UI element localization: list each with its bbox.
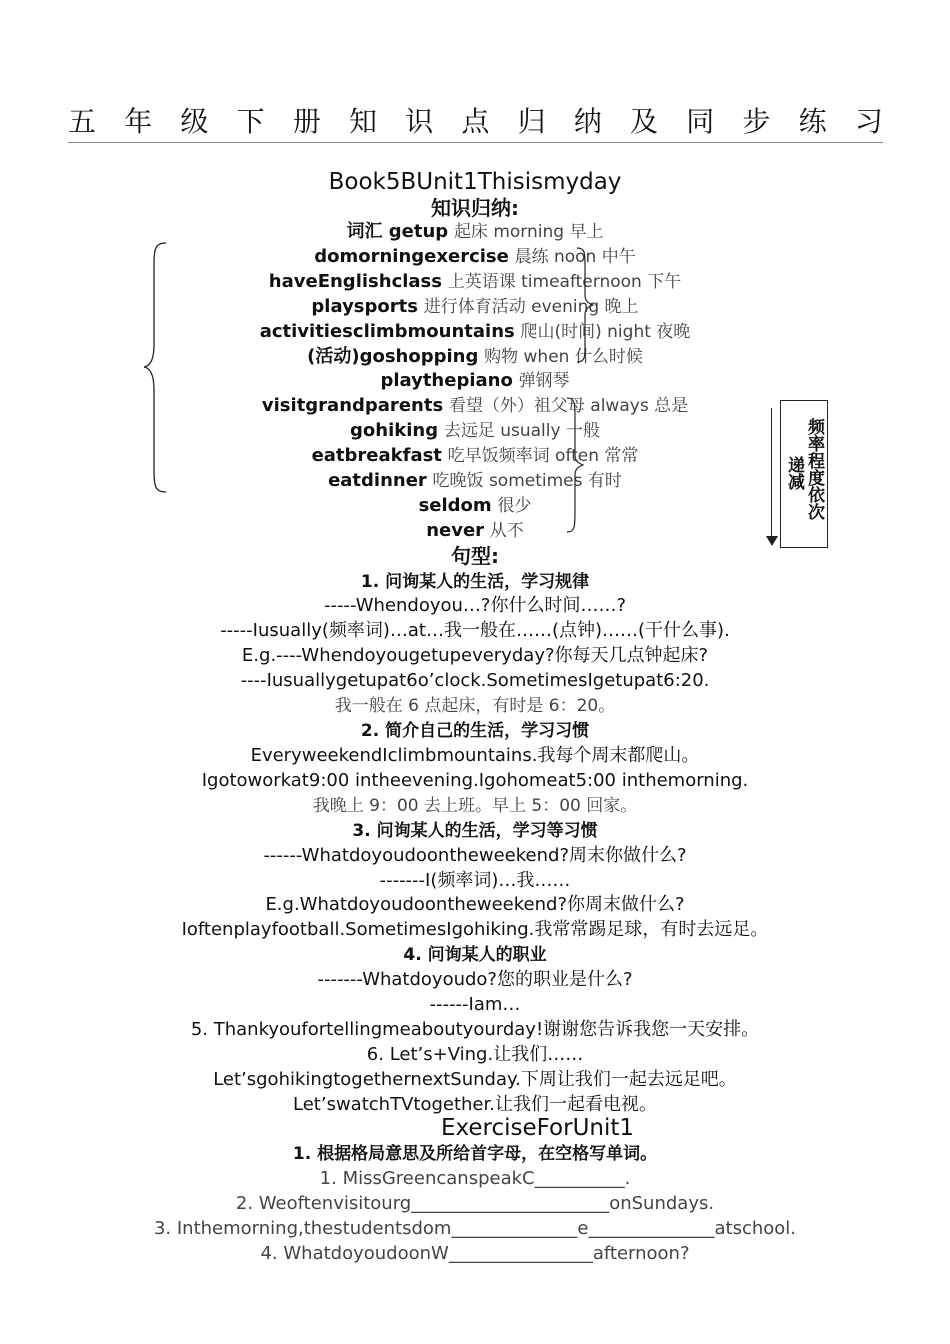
section-sentences: 句型:: [451, 544, 499, 568]
vocab-en: eatdinner: [328, 470, 427, 491]
vocab-zh: 吃早饭频率词 often 常常: [447, 446, 639, 467]
title-char: 纳: [573, 105, 602, 138]
section-knowledge: 知识归纳:: [431, 196, 519, 220]
vocab-en: never: [426, 519, 485, 541]
vocab-en: gohiking: [350, 420, 439, 442]
title-char: 归: [517, 105, 546, 138]
vocab-en: playsports: [311, 295, 418, 317]
vocab-zh: 吃晚饭 sometimes 有时: [432, 471, 622, 491]
sentence-1-line-5: 我一般在 6 点起床，有时是 6：20。: [334, 696, 616, 716]
title-char: 练: [798, 105, 827, 138]
vocab-en: activitiesclimbmountains: [259, 320, 515, 342]
vocab-en: (活动)goshopping: [307, 345, 479, 367]
sentence-2-line-2: Igotoworkat9:00 intheevening.Igohomeat5:00 inthemorning.: [201, 770, 749, 791]
vocab-zh: 看望（外）祖父母 always 总是: [448, 396, 689, 417]
sentence-3-head: 3. 问询某人的生活，学习等习惯: [352, 821, 598, 841]
title-char: 级: [180, 105, 209, 138]
frequency-note-left: 递减: [784, 456, 804, 490]
left-brace: [140, 240, 170, 495]
vocab-zh: 晨练 noon 中午: [514, 246, 636, 267]
title-char: 知: [349, 105, 378, 138]
frequency-note-right: 频率程度依次: [804, 418, 824, 520]
time-brace: [575, 245, 597, 365]
exercise-item: 3. Inthemorning,thestudentsdom______________e______________atschool.: [153, 1218, 797, 1239]
vocab-en: 词汇 getup: [346, 221, 449, 242]
title-char: 年: [124, 105, 153, 138]
vocab-en: haveEnglishclass: [268, 270, 442, 292]
sentence-4-line-1: -------Whatdoyoudo?您的职业是什么?: [317, 969, 633, 990]
title-char: 册: [292, 105, 321, 138]
exercise-item: 1. MissGreencanspeakC__________.: [319, 1168, 631, 1189]
sentence-1-head: 1. 问询某人的生活，学习规律: [360, 572, 590, 592]
vocab-zh: 弹钢琴: [518, 371, 570, 392]
vocab-zh: 去远足 usually 一般: [443, 421, 600, 442]
sentence-4-line-2: ------Iam…: [429, 994, 521, 1015]
sentence-2-line-1: EveryweekendIclimbmountains.我每个周末都爬山。: [250, 745, 700, 766]
title-char: 点: [461, 105, 490, 138]
sentence-1-line-4: ----Iusuallygetupat6o’clock.SometimesIgetupat6:20.: [240, 670, 710, 691]
title-char: 识: [405, 105, 434, 138]
title-char: 及: [630, 105, 659, 138]
title-char: 步: [742, 105, 771, 138]
sentence-1-line-3: E.g.----Whendoyougetupeveryday?你每天几点钟起床?: [241, 645, 709, 666]
sentence-3-line-2: -------I(频率词)…我……: [379, 870, 571, 891]
sentence-3-line-3: E.g.Whatdoyoudoontheweekend?你周末做什么?: [265, 894, 685, 915]
vocab-en: seldom: [418, 494, 492, 516]
title-char: 下: [236, 105, 265, 138]
sentence-3-line-1: ------Whatdoyoudoontheweekend?周末你做什么?: [263, 845, 687, 866]
sentence-5: 5. Thankyoufortellingmeaboutyourday!谢谢您告诉我您一天安排。: [190, 1019, 760, 1040]
vocab-zh: 购物 when 什么时候: [484, 346, 643, 367]
vocab-zh: 上英语课 timeafternoon 下午: [447, 271, 682, 292]
sentence-4-head: 4. 问询某人的职业: [403, 945, 547, 965]
exercise-item: 2. Weoftenvisitourg______________________onSundays.: [235, 1193, 715, 1214]
frequency-brace: [565, 395, 587, 535]
exercise-head: 1. 根据格局意思及所给首字母，在空格写单词。: [292, 1144, 658, 1164]
sentence-3-line-4: Ioftenplayfootball.SometimesIgohiking.我常常踢足球，有时去远足。: [181, 919, 769, 940]
decrease-arrow: [771, 408, 772, 538]
title-divider: [68, 142, 883, 143]
title-char: 五: [68, 105, 97, 138]
vocab-en: visitgrandparents: [261, 395, 444, 417]
vocab-zh: 起床 morning 早上: [453, 222, 604, 242]
title-char: 习: [854, 105, 883, 138]
exercise-item: 4. WhatdoyoudoonW________________afternoon?: [260, 1243, 690, 1264]
exercise-title: ExerciseForUnit1: [440, 1115, 635, 1141]
vocab-zh: 爬山(时间) night 夜晚: [520, 321, 691, 342]
vocab-en: eatbreakfast: [311, 445, 442, 467]
sentence-1-line-2: -----Iusually(频率词)…at…我一般在……(点钟)……(干什么事).: [220, 620, 730, 641]
sentence-2-head: 2. 简介自己的生活，学习习惯: [360, 721, 590, 741]
sentence-6-line-2: Let’swatchTVtogether.让我们一起看电视。: [293, 1094, 657, 1115]
unit-title: Book5BUnit1Thisismyday: [328, 169, 622, 195]
sentence-2-line-3: 我晚上 9：00 去上班。早上 5：00 回家。: [312, 796, 638, 816]
vocab-en: playthepiano: [380, 370, 513, 392]
sentence-6-head: 6. Let’s+Ving.让我们……: [366, 1044, 584, 1065]
page-title: [68, 100, 883, 140]
sentence-6-line-1: Let’sgohikingtogethernextSunday.下周让我们一起去远足吧。: [213, 1069, 737, 1090]
sentence-1-line-1: -----Whendoyou…?你什么时间……?: [323, 595, 627, 616]
vocab-zh: 进行体育活动 evening 晚上: [423, 296, 639, 317]
vocab-zh: 很少: [497, 495, 532, 516]
title-char: 同: [686, 105, 715, 138]
vocab-en: domorningexercise: [314, 245, 509, 267]
vocab-zh: 从不: [489, 520, 524, 541]
